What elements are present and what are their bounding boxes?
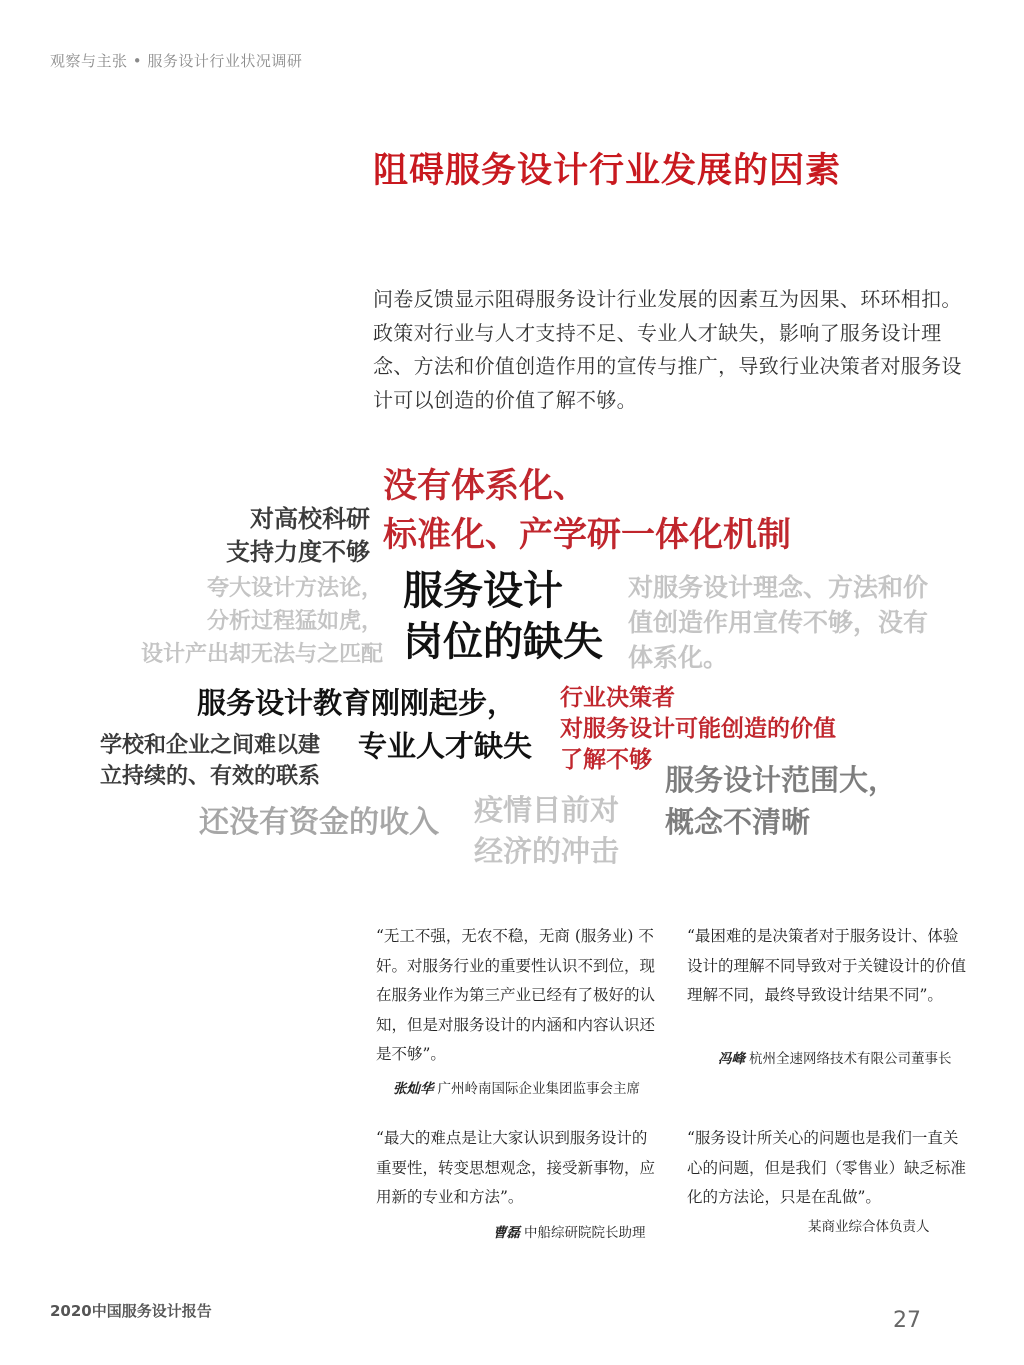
cloud-scope: 服务设计范围大， 概念不清晰	[665, 763, 898, 839]
cloud-exaggerate: 夸大设计方法论， 分析过程猛如虎， 设计产出却无法与之匹配	[140, 576, 383, 667]
cloud-universities: 对高校科研 支持力度不够	[226, 505, 370, 566]
quote-3-role: 中船综研院院长助理	[524, 1225, 646, 1241]
intro-paragraph: 问卷反馈显示阻碍服务设计行业发展的因素互为因果、环环相扣。政策对行业与人才支持不足、专业人才缺失，影响了服务设计理念、方法和价值创造作用的宣传与推广，导致行业决策者对服务设计可以创造的价值了解不够。	[373, 287, 962, 412]
cloud-decision: 行业决策者 对服务设计可能创造的价值 了解不够	[560, 685, 836, 773]
section-title: 阻碍服务设计行业发展的因素	[373, 151, 842, 191]
cloud-talent: 专业人才缺失	[358, 729, 533, 763]
quote-2-role: 杭州全速网络技术有限公司董事长	[749, 1051, 952, 1067]
quote-1-attribution	[393, 1077, 640, 1097]
quote-2: “最困难的是决策者对于服务设计、体验设计的理解不同导致对于关键设计的价值理解不同，最终导致设计结果不同”。	[687, 927, 967, 1004]
cloud-promotion: 对服务设计理念、方法和价 值创造作用宣传不够，没有 体系化。	[628, 573, 929, 672]
cloud-red-main: 没有体系化、 标准化、产学研一体化机制	[383, 466, 791, 555]
quote-3-attribution	[493, 1221, 646, 1241]
quote-3: “最大的难点是让大家认识到服务设计的重要性，转变思想观念，接受新事物，应用新的专业和方法”。	[376, 1129, 656, 1206]
quote-2-attribution	[718, 1047, 952, 1067]
quote-1: “无工不强，无农不稳，无商 (服务业) 不奸。对服务行业的重要性认识不到位，现在服务业作为第三产业已经有了极好的认知，但是对服务设计的内涵和内容认识还是不够”。	[376, 927, 656, 1063]
cloud-funds: 还没有资金的收入	[199, 805, 439, 840]
quote-1-role: 广州岭南国际企业集团监事会主席	[437, 1081, 640, 1097]
quote-3-name: 曹磊	[493, 1225, 520, 1241]
cloud-school: 学校和企业之间难以建 立持续的、有效的联系	[100, 733, 321, 789]
running-header: 观察与主张 • 服务设计行业状况调研	[50, 52, 303, 70]
quote-2-name: 冯峰	[718, 1051, 745, 1067]
quote-4: “服务设计所关心的问题也是我们一直关心的问题，但是我们（零售业）缺乏标准化的方法论，只是在乱做”。	[687, 1129, 967, 1206]
quote-4-role: 某商业综合体负责人	[808, 1219, 930, 1235]
cloud-positions: 服务设计 岗位的缺失	[403, 568, 603, 665]
quote-4-attribution	[808, 1215, 930, 1235]
cloud-education: 服务设计教育刚刚起步，	[197, 686, 517, 720]
quote-1-name: 张灿华	[393, 1081, 434, 1097]
page-number: 27	[893, 1308, 921, 1333]
cloud-epidemic: 疫情目前对 经济的冲击	[474, 793, 620, 868]
report-title-footer: 2020中国服务设计报告	[50, 1302, 212, 1320]
